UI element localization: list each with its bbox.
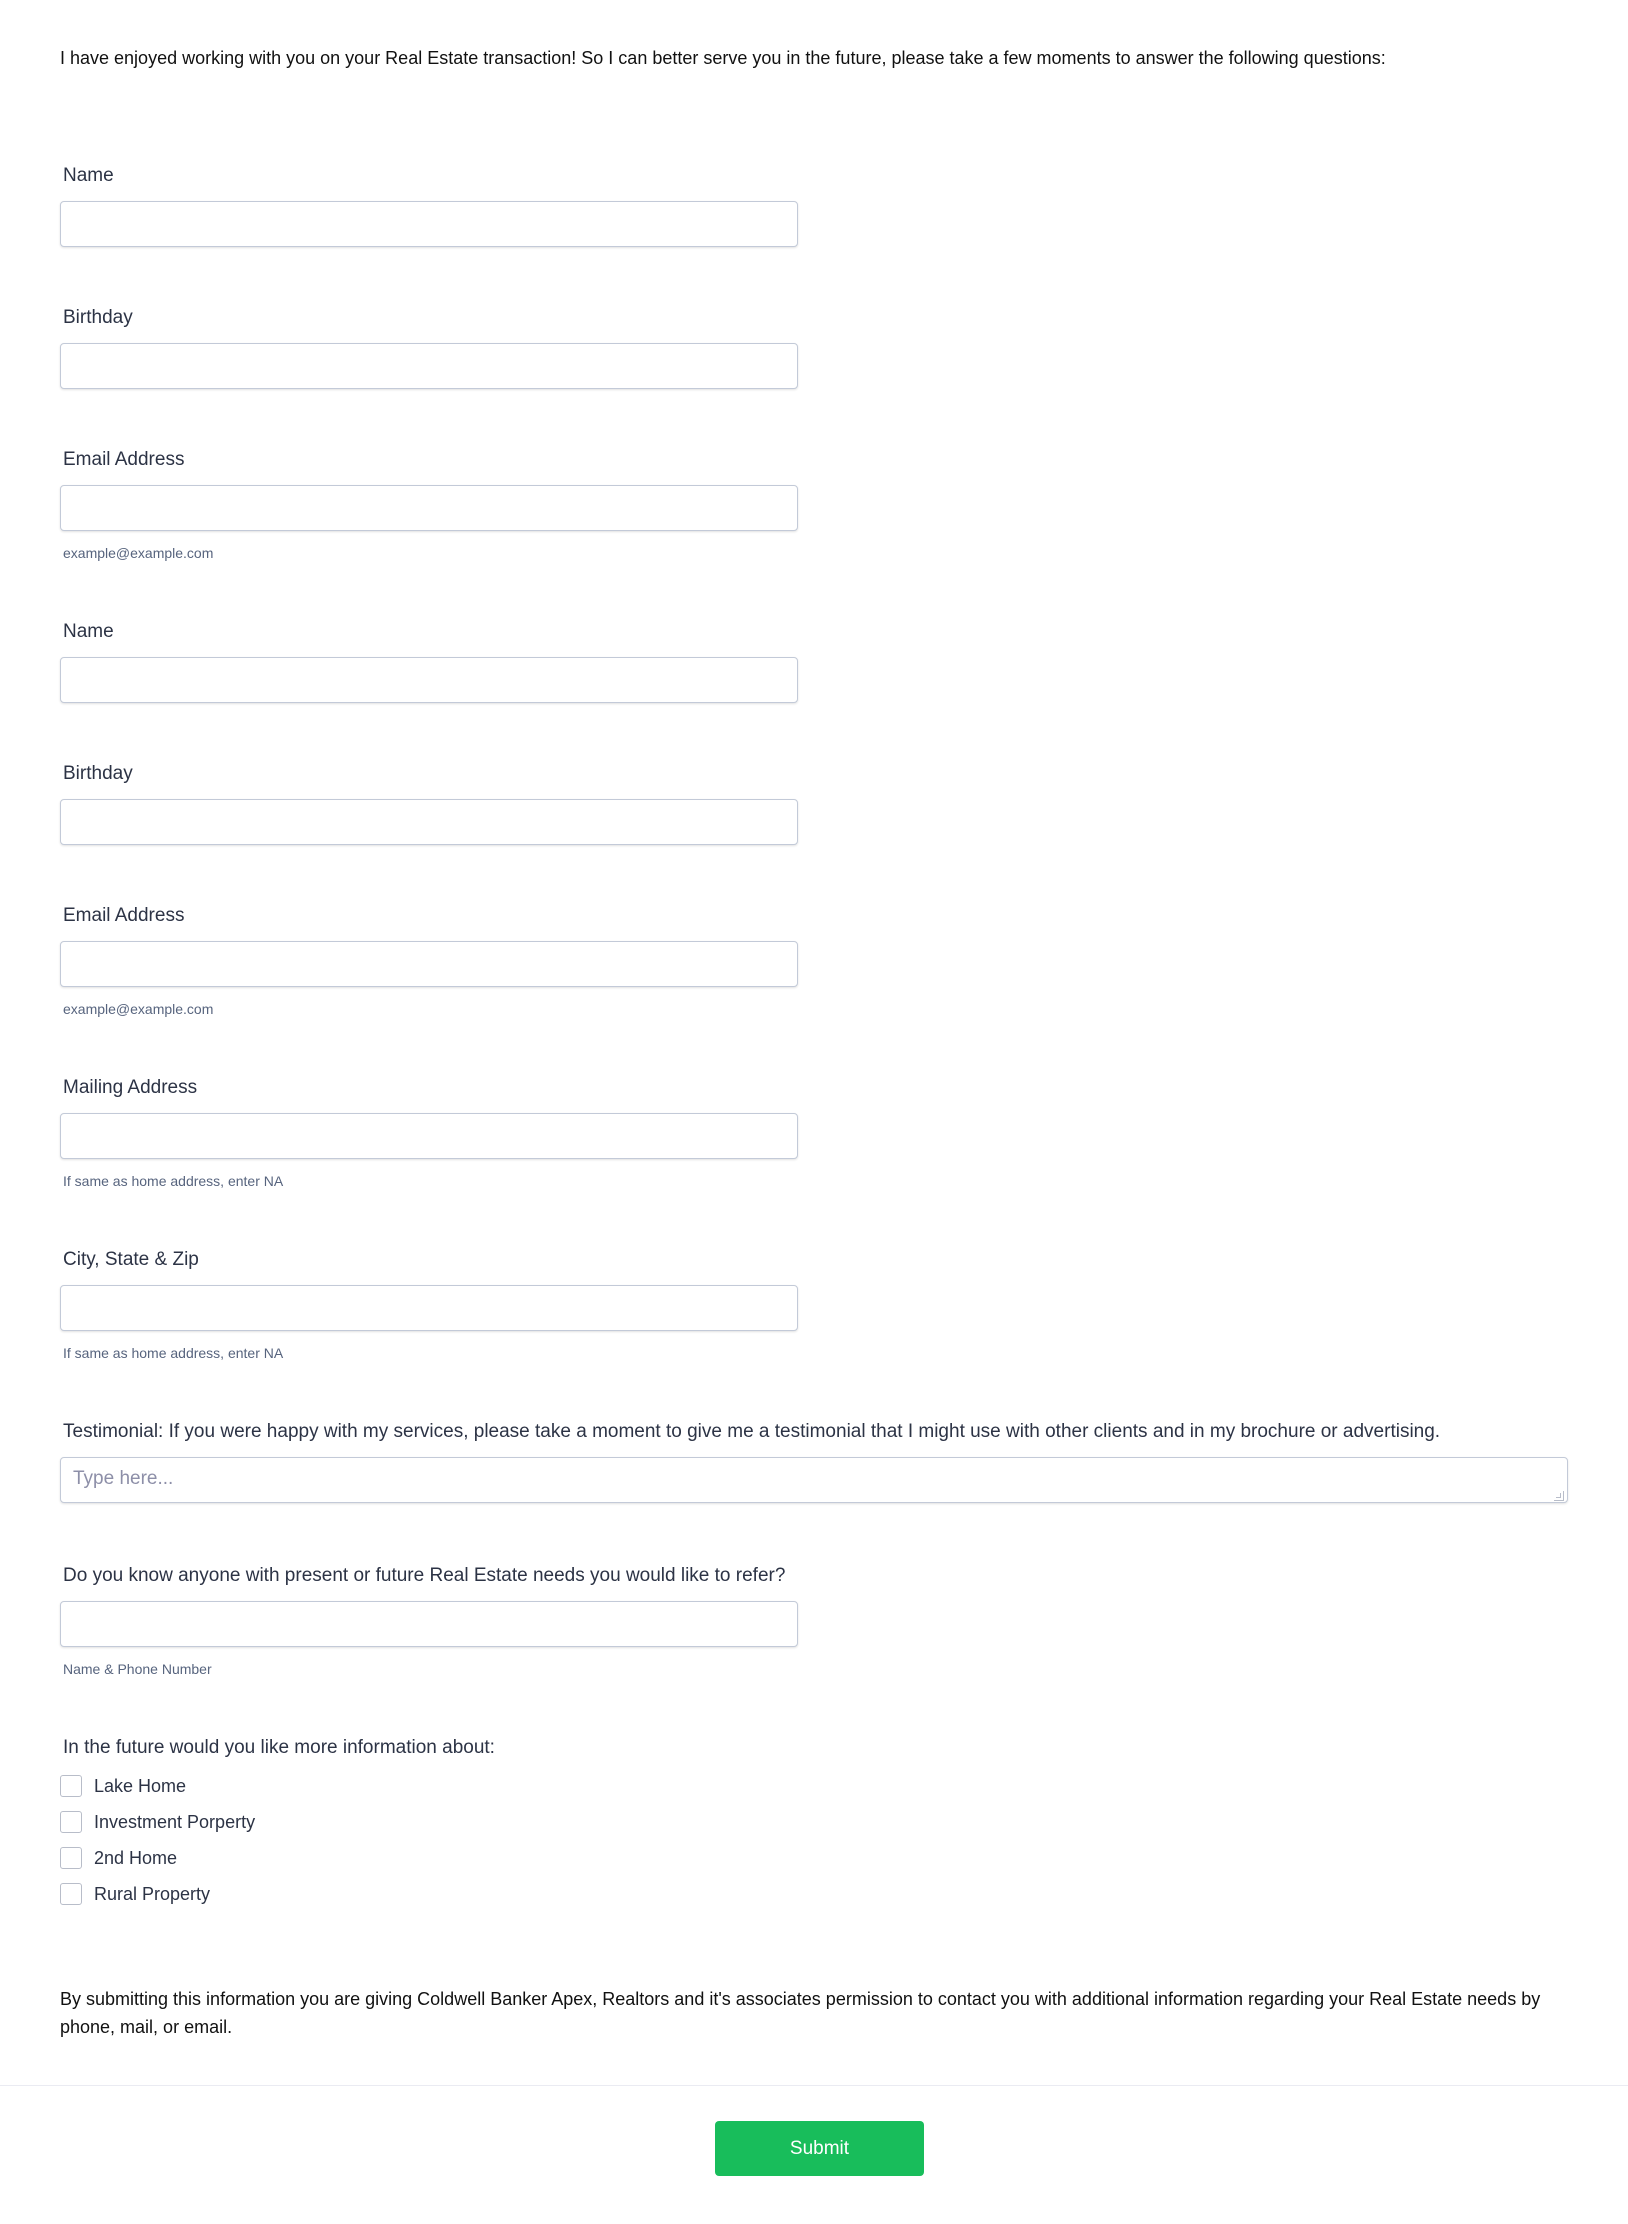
- checkbox-label[interactable]: Lake Home: [94, 1775, 187, 1796]
- intro-text: I have enjoyed working with you on your Real Estate transaction! So I can better serve you in the future, please take a few moments to answer the following questions:: [60, 48, 1386, 68]
- email-sublabel-2: example@example.com: [63, 1001, 214, 1017]
- name-label-2: Name: [63, 621, 114, 642]
- checkbox-option-rural-property[interactable]: [60, 1881, 210, 1907]
- checkbox-icon[interactable]: [60, 1775, 82, 1797]
- name-input-1[interactable]: [60, 201, 798, 247]
- email-input-1[interactable]: [60, 485, 798, 531]
- resize-grip-icon[interactable]: [1554, 1491, 1564, 1501]
- referral-label: Do you know anyone with present or future Real Estate needs you would like to refer?: [63, 1565, 786, 1586]
- more-info-label: In the future would you like more information about:: [63, 1737, 495, 1758]
- checkbox-icon[interactable]: [60, 1883, 82, 1905]
- email-input-2[interactable]: [60, 941, 798, 987]
- birthday-input-2[interactable]: [60, 799, 798, 845]
- testimonial-textarea[interactable]: [60, 1457, 1568, 1503]
- consent-text: By submitting this information you are giving Coldwell Banker Apex, Realtors and it's associates permission to contact you with additional information regarding your Real Estate needs by phone, mail, or email.: [60, 1989, 1541, 2037]
- referral-sublabel: Name & Phone Number: [63, 1661, 212, 1677]
- footer-divider: [0, 2085, 1628, 2086]
- name-label-1: Name: [63, 165, 114, 186]
- city-state-zip-label: City, State & Zip: [63, 1249, 199, 1270]
- city-state-zip-input[interactable]: [60, 1285, 798, 1331]
- email-label-2: Email Address: [63, 905, 185, 926]
- mailing-address-label: Mailing Address: [63, 1077, 198, 1098]
- checkbox-option-lake-home[interactable]: [60, 1773, 186, 1799]
- checkbox-label[interactable]: 2nd Home: [94, 1847, 178, 1868]
- checkbox-label[interactable]: Rural Property: [94, 1883, 211, 1904]
- email-label-1: Email Address: [63, 449, 185, 470]
- mailing-address-input[interactable]: [60, 1113, 798, 1159]
- birthday-label-1: Birthday: [63, 307, 133, 328]
- checkbox-option-investment-property[interactable]: [60, 1809, 255, 1835]
- name-input-2[interactable]: [60, 657, 798, 703]
- email-sublabel-1: example@example.com: [63, 545, 214, 561]
- referral-input[interactable]: [60, 1601, 798, 1647]
- checkbox-icon[interactable]: [60, 1847, 82, 1869]
- city-state-zip-sublabel: If same as home address, enter NA: [63, 1345, 284, 1361]
- birthday-input-1[interactable]: [60, 343, 798, 389]
- testimonial-label: Testimonial: If you were happy with my services, please take a moment to give me a testimonial that I might use with other clients and in my brochure or advertising.: [63, 1421, 1441, 1442]
- submit-button[interactable]: Submit: [715, 2121, 924, 2176]
- mailing-address-sublabel: If same as home address, enter NA: [63, 1173, 284, 1189]
- birthday-label-2: Birthday: [63, 763, 133, 784]
- checkbox-option-2nd-home[interactable]: [60, 1845, 177, 1871]
- checkbox-label[interactable]: Investment Porperty: [94, 1811, 256, 1832]
- checkbox-icon[interactable]: [60, 1811, 82, 1833]
